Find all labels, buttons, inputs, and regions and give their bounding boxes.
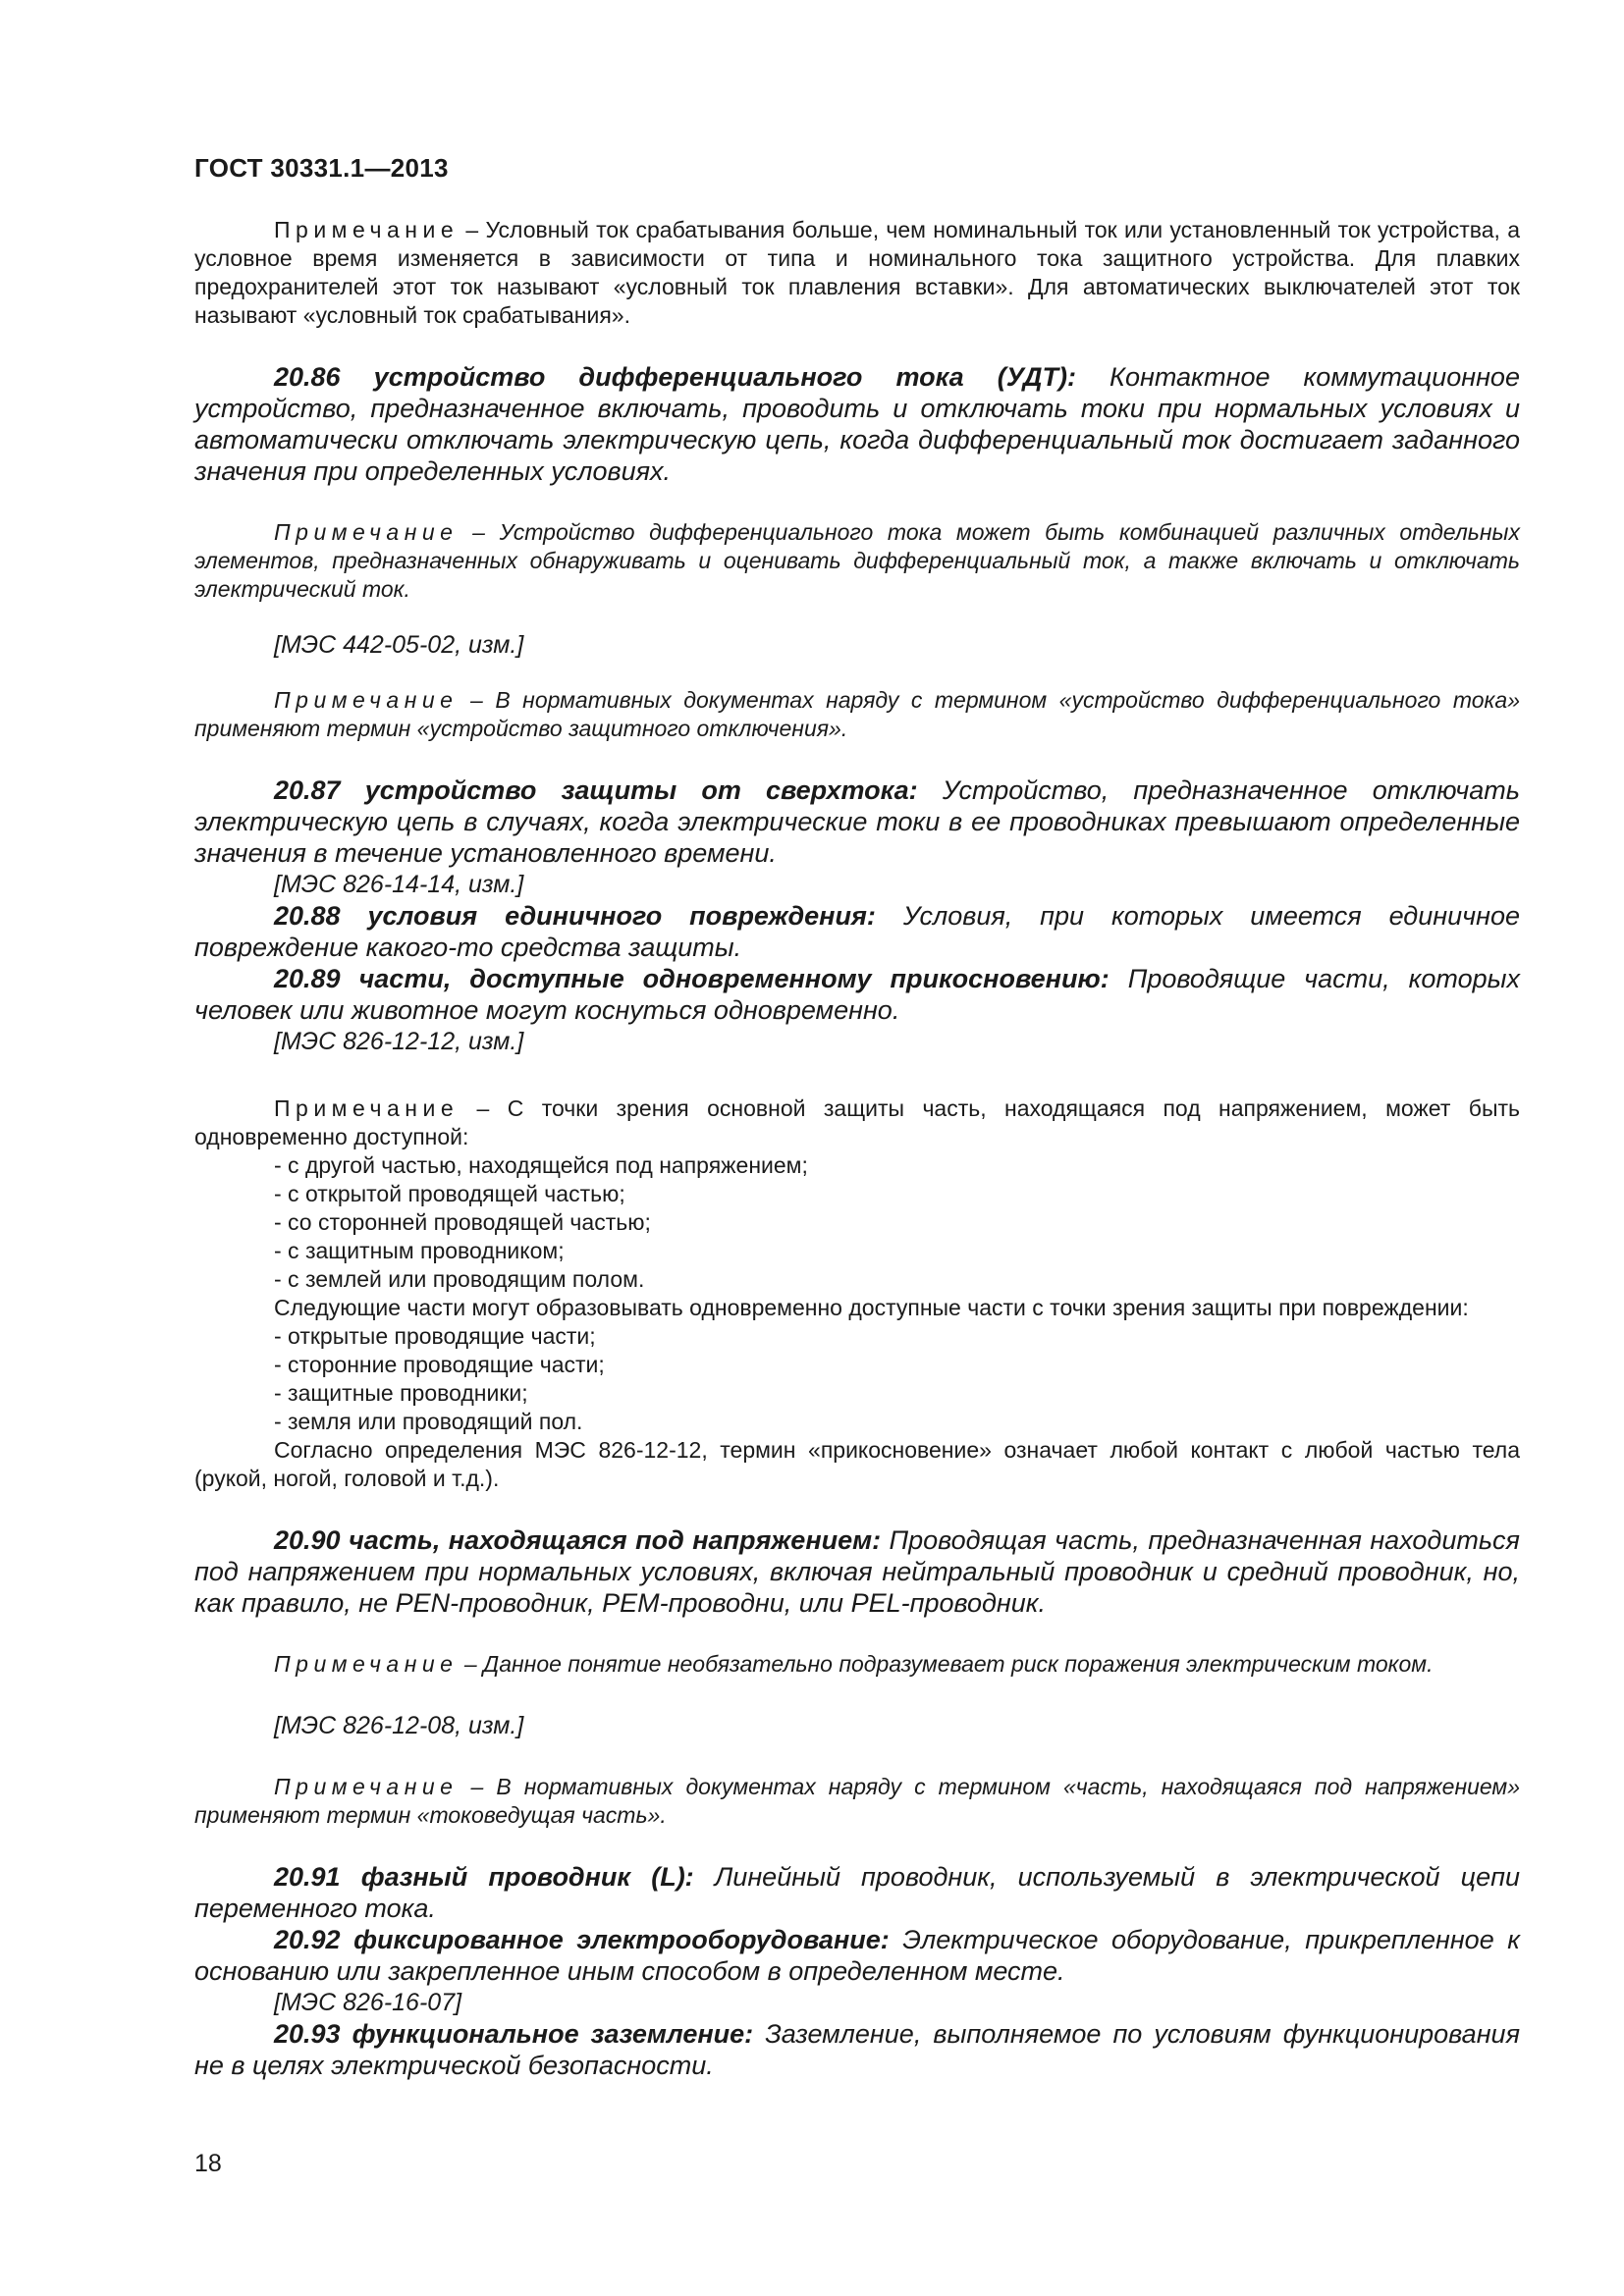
term-definition: Линейный проводник, используемый в электрической цепи переменного тока. <box>194 1862 1520 1923</box>
term-number: 20.91 <box>274 1862 341 1892</box>
term-name: часть, находящаяся под напряжением: <box>349 1525 882 1555</box>
term-number: 20.86 <box>274 362 341 392</box>
list-item: - с открытой проводящей частью; <box>274 1181 625 1206</box>
list-item: - со сторонней проводящей частью; <box>274 1209 651 1235</box>
note-label: Примечание <box>274 519 459 545</box>
page-number: 18 <box>194 2150 222 2177</box>
note-label: Примечание <box>274 1095 460 1121</box>
source-reference: [МЭС 826-12-08, изм.] <box>274 1712 524 1739</box>
note-paragraph: Примечание – В нормативных документах наряду с термином «устройство дифференциального тока» применяют термин «устройство защитного отключения». <box>194 687 1520 741</box>
note-text: С точки зрения основной защиты часть, находящаяся под напряжением, может быть одновременно доступной: <box>194 1095 1520 1149</box>
list-item: - с землей или проводящим полом. <box>274 1266 645 1292</box>
note-text: Устройство дифференциального тока может быть комбинацией различных отдельных элементов, предназначенных обнаруживать и оценивать дифференциальный ток, а также включать и отключать электрический ток. <box>194 519 1520 602</box>
term-20-86 <box>194 361 1520 487</box>
note-label: Примечание <box>274 1651 459 1677</box>
document-body <box>194 216 1520 2081</box>
term-name: устройство защиты от сверхтока: <box>364 775 918 805</box>
note-continuation: Согласно определения МЭС 826-12-12, термин «прикосновение» означает любой контакт с любой частью тела (рукой, ногой, головой и т.д.). <box>194 1437 1520 1491</box>
note-label: Примечание <box>274 687 459 713</box>
note-text: В нормативных документах наряду с термином «устройство дифференциального тока» применяют термин «устройство защитного отключения». <box>194 687 1520 741</box>
term-name: части, доступные одновременному прикосновению: <box>358 964 1110 993</box>
term-definition: Условия, при которых имеется единичное повреждение какого-то средства защиты. <box>194 901 1520 962</box>
note-text: Данное понятие необязательно подразумевает риск поражения электрическим током. <box>483 1651 1434 1677</box>
list-item: - сторонние проводящие части; <box>274 1352 605 1377</box>
note-paragraph: Примечание – С точки зрения основной защиты часть, находящаяся под напряжением, может быть одновременно доступной: <box>194 1095 1520 1149</box>
term-definition: Проводящая часть, предназначенная находиться под напряжением при нормальных условиях, включая нейтральный проводник и средний проводник, но, как правило, не PEN-проводник, PEM-проводни, или PEL-проводник. <box>194 1525 1520 1618</box>
term-name: условия единичного повреждения: <box>367 901 876 931</box>
note-paragraph: Примечание – Устройство дифференциального тока может быть комбинацией различных отдельных элементов, предназначенных обнаруживать и оценивать дифференциальный ток, а также включать и отключать электрический ток. <box>194 519 1520 602</box>
note-continuation: Следующие части могут образовывать одновременно доступные части с точки зрения защиты при повреждении: <box>274 1295 1469 1320</box>
list-item: - земля или проводящий пол. <box>274 1409 583 1434</box>
source-reference: [МЭС 826-12-12, изм.] <box>274 1028 524 1055</box>
term-definition: Заземление, выполняемое по условиям функционирования не в целях электрической безопасности. <box>194 2019 1520 2080</box>
term-name: фазный проводник (L): <box>360 1862 694 1892</box>
term-20-91 <box>194 1861 1520 1924</box>
term-number: 20.90 <box>274 1525 341 1555</box>
note-label: Примечание <box>274 1774 459 1799</box>
note-paragraph: Примечание – В нормативных документах наряду с термином «часть, находящаяся под напряжением» применяют термин «токоведущая часть». <box>194 1774 1520 1828</box>
list-item: - с другой частью, находящейся под напряжением; <box>274 1152 808 1178</box>
note-text: Условный ток срабатывания больше, чем номинальный ток или установленный ток устройства, а условное время изменяется в зависимости от типа и номинального тока защитного устройства. Для плавких предохранителей этот ток называют «условный ток плавления вставки». Для автоматических выключателей этот ток называют «условный ток срабатывания». <box>194 217 1520 328</box>
term-name: функциональное заземление: <box>352 2019 754 2049</box>
term-definition: Устройство, предназначенное отключать электрическую цепь в случаях, когда электрические токи в ее проводниках превышают определенные значения в течение установленного времени. <box>194 775 1520 868</box>
term-number: 20.89 <box>274 964 341 993</box>
term-20-90 <box>194 1524 1520 1619</box>
term-definition: Контактное коммутационное устройство, предназначенное включать, проводить и отключать токи при нормальных условиях и автоматически отключать электрическую цепь, когда дифференциальный ток достигает заданного значения при определенных условиях. <box>194 362 1520 486</box>
list-fault-parts <box>194 1322 1520 1436</box>
note-label: Примечание <box>274 217 460 242</box>
term-definition: Электрическое оборудование, прикрепленное к основанию или закрепленное иным способом в определенном месте. <box>194 1925 1520 1986</box>
term-number: 20.93 <box>274 2019 341 2049</box>
term-name: фиксированное электрооборудование: <box>353 1925 890 1954</box>
term-20-88 <box>194 900 1520 963</box>
term-20-92 <box>194 1924 1520 1987</box>
term-20-87 <box>194 774 1520 869</box>
term-number: 20.87 <box>274 775 341 805</box>
list-item: - защитные проводники; <box>274 1380 528 1406</box>
term-definition: Проводящие части, которых человек или животное могут коснуться одновременно. <box>194 964 1520 1025</box>
term-name: устройство дифференциального тока (УДТ): <box>373 362 1076 392</box>
list-accessible-parts <box>194 1151 1520 1294</box>
source-reference: [МЭС 826-16-07] <box>274 1989 462 2016</box>
document-header: ГОСТ 30331.1—2013 <box>194 153 449 183</box>
source-reference: [МЭС 826-14-14, изм.] <box>274 871 524 898</box>
list-item: - открытые проводящие части; <box>274 1323 596 1349</box>
list-item: - с защитным проводником; <box>274 1238 565 1263</box>
note-text: В нормативных документах наряду с термином «часть, находящаяся под напряжением» применяют термин «токоведущая часть». <box>194 1774 1520 1828</box>
term-20-93 <box>194 2018 1520 2081</box>
term-number: 20.92 <box>274 1925 341 1954</box>
term-number: 20.88 <box>274 901 341 931</box>
term-20-89 <box>194 963 1520 1026</box>
note-paragraph: Примечание – Данное понятие необязательно подразумевает риск поражения электрическим током. <box>274 1651 1434 1677</box>
note-paragraph: Примечание – Условный ток срабатывания больше, чем номинальный ток или установленный ток устройства, а условное время изменяется в зависимости от типа и номинального тока защитного устройства. Для плавких предохранителей этот ток называют «условный ток плавления вставки». Для автоматических выключателей этот ток называют «условный ток срабатывания». <box>194 217 1520 328</box>
source-reference: [МЭС 442-05-02, изм.] <box>274 631 524 659</box>
